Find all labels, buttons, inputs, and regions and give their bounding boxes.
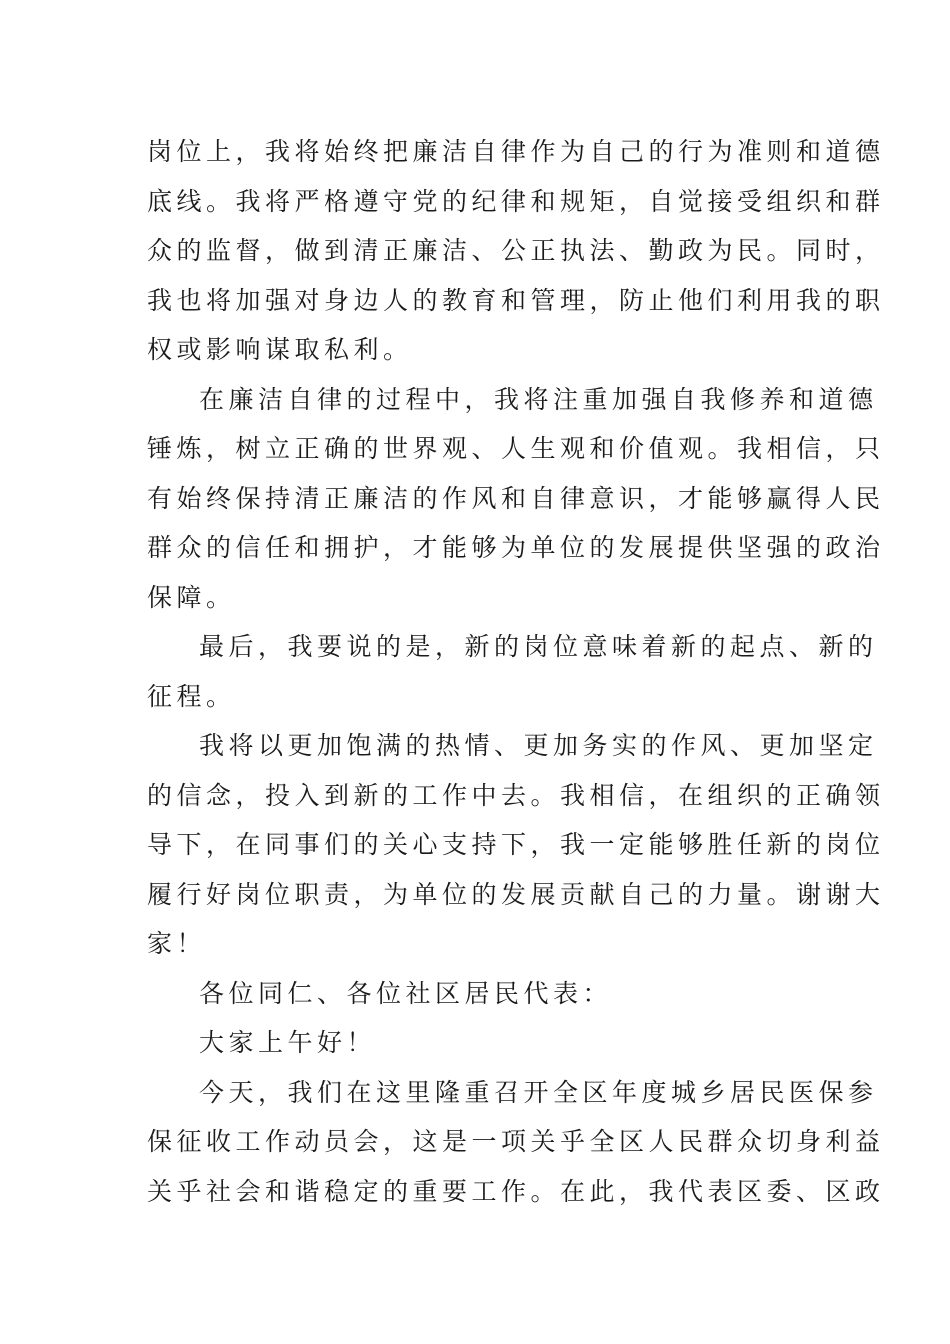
- paragraph-p2: [147, 375, 885, 623]
- text-line: 家！: [147, 929, 207, 958]
- text-line: 有始终保持清正廉洁的作风和自律意识，才能够赢得人民: [147, 483, 885, 513]
- text-line: 关乎社会和谐稳定的重要工作。在此，我代表区委、区政: [147, 1176, 885, 1206]
- text-line: 最后，我要说的是，新的岗位意味着新的起点、新的: [199, 632, 878, 661]
- text-line: 我将以更加饱满的热情、更加务实的作风、更加坚定: [199, 731, 878, 760]
- text-line: 大家上午好！: [199, 1028, 377, 1057]
- text-line: 在廉洁自律的过程中，我将注重加强自我修养和道德: [199, 384, 878, 414]
- document-body: [147, 127, 885, 1216]
- text-line: 底线。我将严格遵守党的纪律和规矩，自觉接受组织和群: [147, 186, 885, 216]
- text-line: 我也将加强对身边人的教育和管理，防止他们利用我的职: [147, 285, 885, 315]
- text-line: 岗位上，我将始终把廉洁自律作为自己的行为准则和道德: [147, 137, 885, 166]
- text-line: 今天，我们在这里隆重召开全区年度城乡居民医保参: [199, 1077, 878, 1107]
- text-line: 权或影响谋取私利。: [147, 335, 413, 364]
- text-line: 群众的信任和拥护，才能够为单位的发展提供坚强的政治: [147, 533, 885, 562]
- text-line: 的信念，投入到新的工作中去。我相信，在组织的正确领: [147, 780, 885, 810]
- text-line: 征程。: [147, 681, 236, 711]
- text-line: 锤炼，树立正确的世界观、人生观和价值观。我相信，只: [147, 434, 885, 463]
- text-line: 履行好岗位职责，为单位的发展贡献自己的力量。谢谢大: [147, 879, 885, 909]
- text-line: 保障。: [147, 582, 236, 612]
- text-line: 保征收工作动员会，这是一项关乎全区人民群众切身利益: [147, 1127, 885, 1156]
- paragraph-p1: [147, 127, 885, 375]
- paragraph-p3: [147, 622, 878, 721]
- text-line: 导下，在同事们的关心支持下，我一定能够胜任新的岗位: [147, 830, 885, 859]
- paragraph-p7: [147, 1068, 885, 1217]
- text-line: 各位同仁、各位社区居民代表：: [199, 978, 613, 1008]
- paragraph-p6-greeting: [147, 1018, 807, 1068]
- paragraph-p5-salutation: [147, 969, 807, 1019]
- text-line: 众的监督，做到清正廉洁、公正执法、勤政为民。同时，: [147, 236, 885, 265]
- paragraph-p4: [147, 721, 885, 969]
